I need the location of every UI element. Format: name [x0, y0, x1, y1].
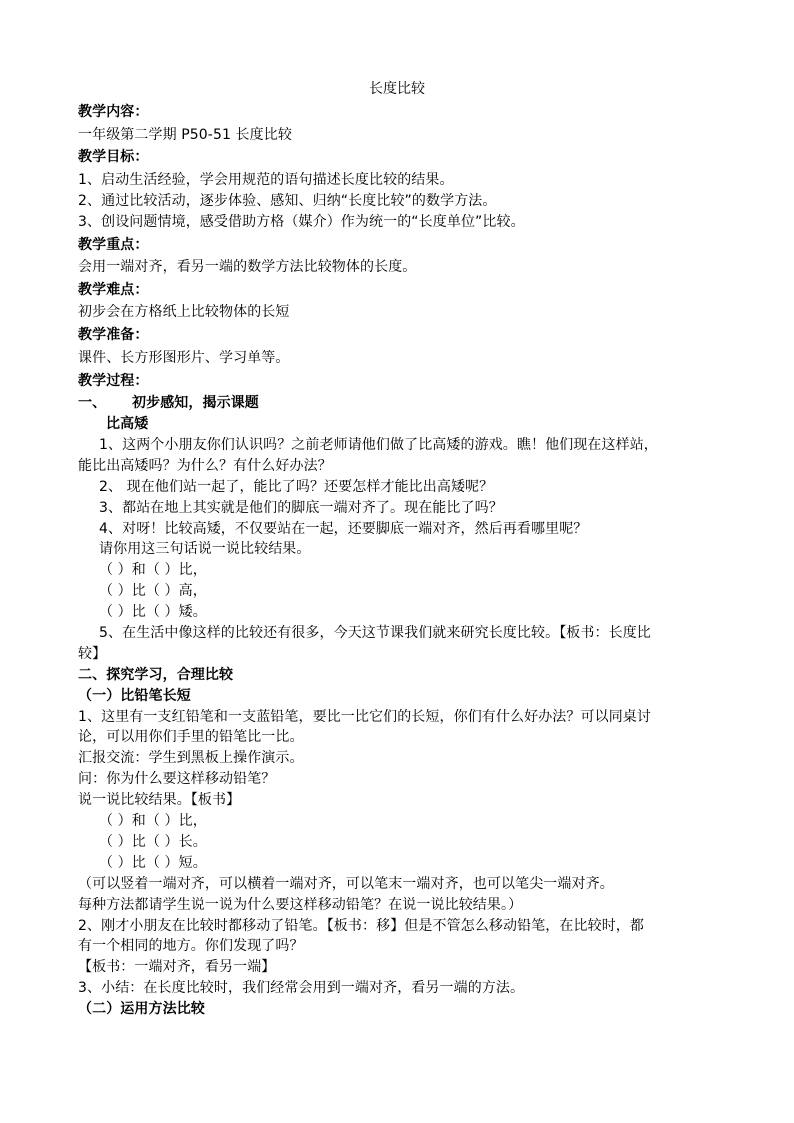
- fill-in-sentence: （ ）和（ ）比，: [99, 562, 207, 579]
- paragraph-line: （可以竖着一端对齐，可以横着一端对齐，可以笔末一端对齐，也可以笔尖一端对齐。: [78, 875, 614, 892]
- paragraph-line: 说一说比较结果。【板书】: [78, 792, 241, 809]
- paragraph-line: 2、 现在他们站一起了，能比了吗？还要怎样才能比出高矮呢？: [99, 478, 494, 495]
- paragraph-line: 每种方法都请学生说一说为什么要这样移动铅笔？在说一说比较结果。）: [78, 896, 523, 913]
- part-two-heading: 二、探究学习，合理比较: [78, 666, 234, 683]
- paragraph-line: 1、这里有一支红铅笔和一支蓝铅笔，要比一比它们的长短，你们有什么好办法？可以同桌讨: [78, 708, 652, 725]
- paragraph-line: 1、这两个小朋友你们认识吗？之前老师请他们做了比高矮的游戏。瞧！他们现在这样站，: [99, 437, 658, 454]
- paragraph-line: 汇报交流：学生到黑板上操作演示。: [78, 750, 304, 767]
- paragraph-line: 2、刚才小朋友在比较时都移动了铅笔。【板书：移】但是不管怎么移动铅笔，在比较时，都: [78, 917, 645, 934]
- paragraph-line: 【板书：一端对齐，看另一端】: [78, 959, 276, 976]
- heading-process: 教学过程：: [78, 372, 149, 389]
- difficulty-text: 初步会在方格纸上比较物体的长短: [78, 304, 290, 321]
- paragraph-line: 论，可以用你们手里的铅笔比一比。: [78, 729, 304, 746]
- paragraph-line: 4、对呀！比较高矮，不仅要站在一起，还要脚底一端对齐，然后再看哪里呢？: [99, 520, 588, 537]
- content-text: 一年级第二学期 P50-51 长度比较: [78, 126, 292, 143]
- paragraph-line: 请你用这三句话说一说比较结果。: [99, 541, 311, 558]
- heading-difficulty: 教学难点：: [78, 281, 149, 298]
- fill-in-sentence: （ ）和（ ）比，: [99, 813, 207, 830]
- heading-goals: 教学目标：: [78, 149, 149, 166]
- part-one-heading: [78, 393, 718, 414]
- heading-key-points: 教学重点：: [78, 236, 149, 253]
- goal-item: 1、启动生活经验，学会用规范的语句描述长度比较的结果。: [78, 171, 454, 188]
- part-one-subtitle: 比高矮: [106, 416, 149, 433]
- goal-item: 2、通过比较活动，逐步体验、感知、归纳“长度比较”的数学方法。: [78, 192, 497, 209]
- heading-content: 教学内容：: [78, 104, 149, 120]
- part-one-number: 一、: [78, 395, 107, 412]
- preparation-text: 课件、长方形图形片、学习单等。: [78, 349, 290, 366]
- fill-in-sentence: （ ）比（ ）短。: [99, 854, 207, 871]
- paragraph-line: 3、小结：在长度比较时，我们经常会用到一端对齐，看另一端的方法。: [78, 980, 525, 997]
- key-points-text: 会用一端对齐，看另一端的数学方法比较物体的长度。: [78, 259, 417, 276]
- fill-in-sentence: （ ）比（ ）矮。: [99, 604, 207, 621]
- fill-in-sentence: （ ）比（ ）长。: [99, 833, 207, 850]
- paragraph-line: 有一个相同的地方。你们发现了吗？: [78, 938, 304, 955]
- document-title: 长度比较: [369, 81, 425, 97]
- paragraph-line: 5、在生活中像这样的比较还有很多，今天这节课我们就来研究长度比较。【板书：长度比: [99, 625, 651, 642]
- fill-in-sentence: （ ）比（ ）高，: [99, 583, 207, 600]
- part-two-subtitle-two: （二）运用方法比较: [78, 1001, 205, 1018]
- paragraph-line: 能比出高矮吗？为什么？有什么好办法？: [78, 457, 332, 474]
- part-two-subtitle-one: （一）比铅笔长短: [78, 687, 191, 704]
- paragraph-line: 3、都站在地上其实就是他们的脚底一端对齐了。现在能比了吗？: [99, 499, 503, 516]
- part-one-title: 初步感知，揭示课题: [132, 395, 259, 412]
- paragraph-line: 问：你为什么要这样移动铅笔？: [78, 771, 276, 788]
- heading-preparation: 教学准备：: [78, 327, 149, 344]
- goal-item: 3、创设问题情境，感受借助方格（媒介）作为统一的“长度单位”比较。: [78, 213, 525, 230]
- paragraph-line: 较】: [78, 645, 107, 662]
- document-body: [78, 100, 718, 1020]
